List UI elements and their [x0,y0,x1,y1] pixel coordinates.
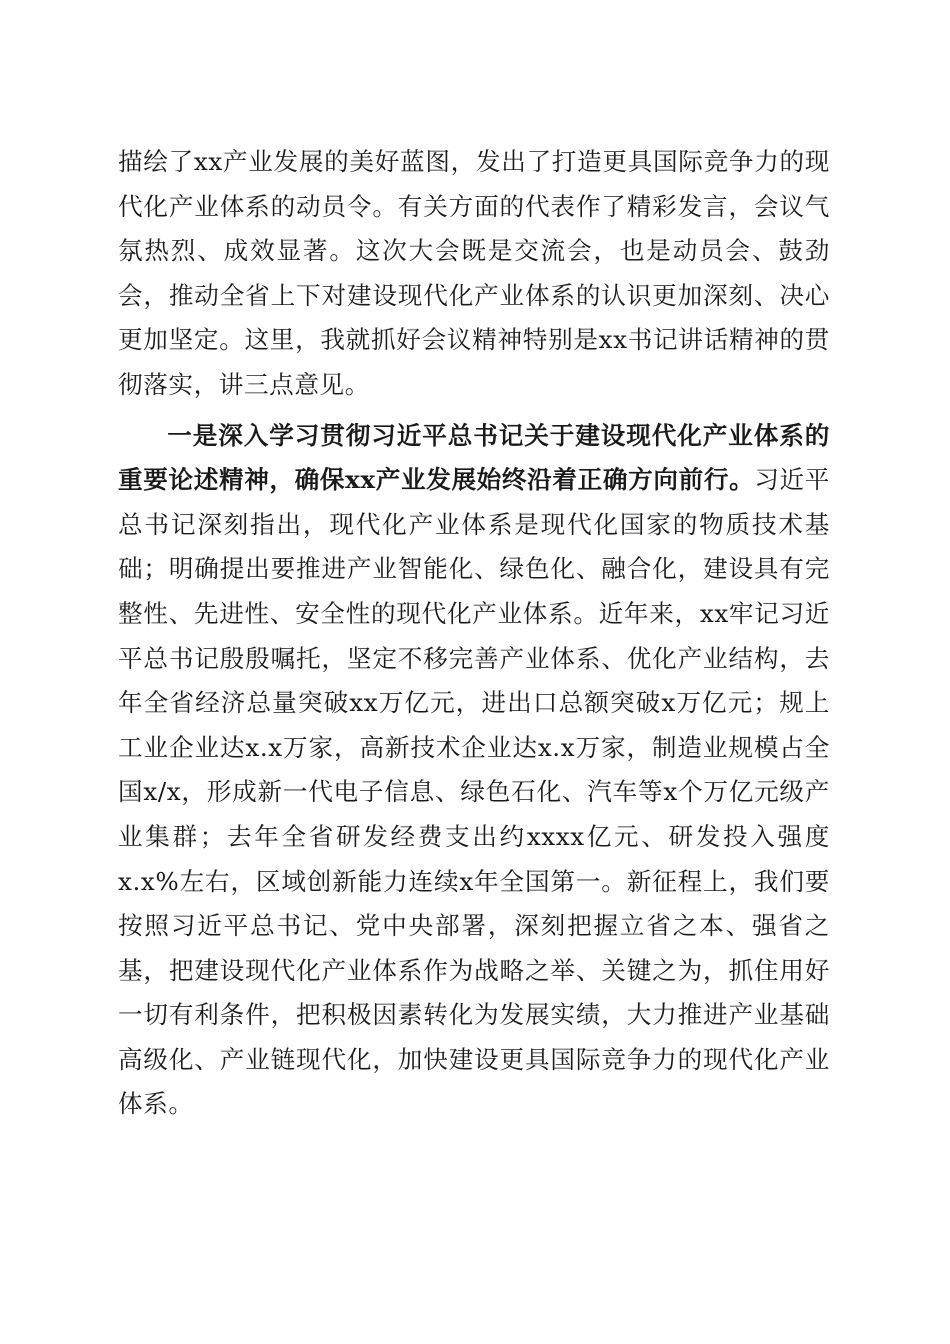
paragraph-point-one [118,414,830,1128]
paragraph-text: 描绘了xx产业发展的美好蓝图，发出了打造更具国际竞争力的现代化产业体系的动员令。有关方面的代表作了精彩发言，会议气氛热烈、成效显著。这次大会既是交流会，也是动员会、鼓劲会，推动全省上下对建设现代化产业体系的认识更加深刻、决心更加坚定。这里，我就抓好会议精神特别是xx书记讲话精神的贯彻落实，讲三点意见。 [118,147,830,399]
paragraph-continued [118,140,830,408]
paragraph-text: 习近平总书记深刻指出，现代化产业体系是现代化国家的物质技术基础；明确提出要推进产业智能化、绿色化、融合化，建设具有完整性、先进性、安全性的现代化产业体系。近年来，xx牢记习近平总书记殷殷嘱托，坚定不移完善产业体系、优化产业结构，去年全省经济总量突破xx万亿元，进出口总额突破x万亿元；规上工业企业达x.x万家，高新技术企业达x.x万家，制造业规模占全国x/x，形成新一代电子信息、绿色石化、汽车等x个万亿元级产业集群；去年全省研发经费支出约xxxx亿元、研发投入强度x.x%左右，区域创新能力连续x年全国第一。新征程上，我们要按照习近平总书记、党中央部署，深刻把握立省之本、强省之基，把建设现代化产业体系作为战略之举、关键之为，抓住用好一切有利条件，把积极因素转化为发展实绩，大力推进产业基础高级化、产业链现代化，加快建设更具国际竞争力的现代化产业体系。 [118,465,830,1119]
paragraph-lead-sentence: 一是深入学习贯彻习近平总书记关于建设现代化产业体系的重要论述精神，确保xx产业发展始终沿着正确方向前行。 [118,420,830,495]
document-page [118,140,830,1127]
